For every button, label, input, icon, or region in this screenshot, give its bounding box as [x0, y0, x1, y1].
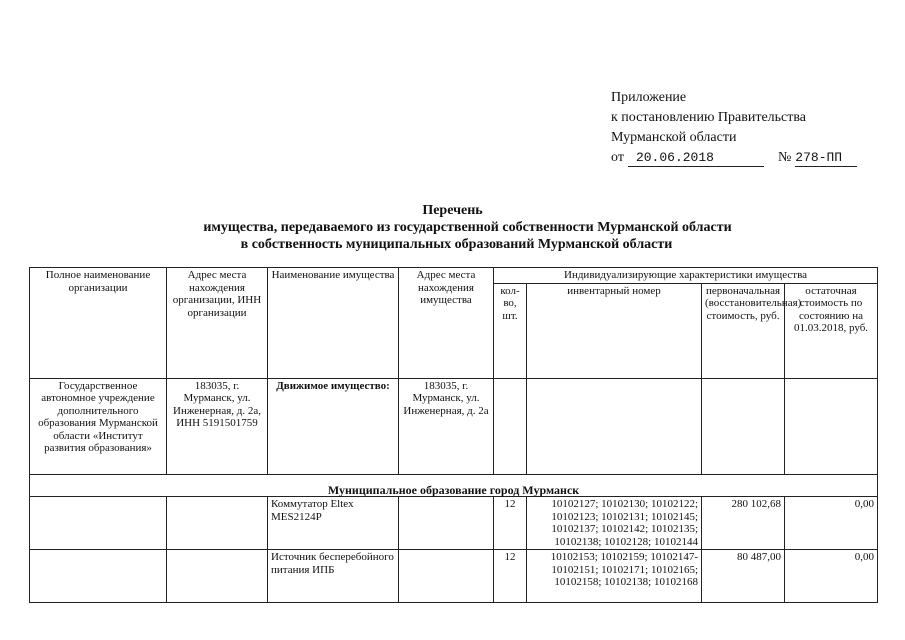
header-org-name: Полное наименование организации: [30, 268, 167, 379]
org-row: [30, 378, 878, 474]
row-org-cell: [30, 550, 167, 603]
row-address-cell: [167, 550, 268, 603]
row-item-inventory: 10102153; 10102159; 10102147-10102151; 10102171; 10102165; 10102158; 10102138; 10102168: [527, 550, 702, 603]
property-table: [29, 267, 878, 603]
table-row: [30, 550, 878, 603]
org-residual-cost-cell: [785, 378, 878, 474]
appendix-title: Приложение: [611, 90, 687, 105]
row-item-residual-cost: 0,00: [785, 497, 878, 550]
header-residual-cost: остаточная стоимость по состоянию на 01.03.2018, руб.: [785, 283, 878, 378]
org-address-cell: 183035, г. Мурманск, ул. Инженерная, д. 2а, ИНН 5191501759: [167, 378, 268, 474]
header-org-address: Адрес места нахождения организации, ИНН организации: [167, 268, 268, 379]
org-qty-cell: [494, 378, 527, 474]
row-item-name: Коммутатор Eltex MES2124P: [268, 497, 399, 550]
row-item-initial-cost: 80 487,00: [702, 550, 785, 603]
row-item-qty: 12: [494, 497, 527, 550]
org-name-cell: Государственное автономное учреждение дополнительного образования Мурманской области «Институт развития образования»: [30, 378, 167, 474]
title-line-2: имущества, передаваемого из государственной собственности Мурманской области: [203, 220, 732, 235]
header-qty: кол-во, шт.: [494, 283, 527, 378]
title-line-1: Перечень: [422, 203, 483, 218]
date-prefix: от: [611, 150, 624, 165]
header-initial-cost: первоначальная (восстановительная) стоимость, руб.: [702, 283, 785, 378]
row-item-initial-cost: 280 102,68: [702, 497, 785, 550]
title-line-3: в собственность муниципальных образований Мурманской области: [240, 237, 673, 252]
row-item-address: [399, 497, 494, 550]
row-org-cell: [30, 497, 167, 550]
municipality-name: Муниципальное образование город Мурманск: [30, 474, 878, 497]
appendix-date-row: [611, 148, 857, 168]
table-row: [30, 497, 878, 550]
property-name-cell: Движимое имущество:: [268, 378, 399, 474]
document-title: [0, 202, 905, 253]
number-value: 278-ПП: [795, 150, 857, 167]
header-inventory: инвентарный номер: [527, 283, 702, 378]
header-property-address: Адрес места нахождения имущества: [399, 268, 494, 379]
appendix-block: [611, 88, 857, 168]
row-item-name: Источник бесперебойного питания ИПБ: [268, 550, 399, 603]
header-characteristics-group: Индивидуализирующие характеристики имущества: [494, 268, 878, 284]
row-item-address: [399, 550, 494, 603]
number-label: №: [777, 150, 792, 165]
municipality-row: [30, 474, 878, 497]
header-property-name: Наименование имущества: [268, 268, 399, 379]
appendix-region: Мурманской области: [611, 130, 737, 145]
row-item-qty: 12: [494, 550, 527, 603]
header-row-top: [30, 268, 878, 284]
appendix-resolution: к постановлению Правительства: [611, 110, 807, 125]
row-item-residual-cost: 0,00: [785, 550, 878, 603]
date-value: 20.06.2018: [628, 150, 764, 167]
row-item-inventory: 10102127; 10102130; 10102122; 10102123; 10102131; 10102145; 10102137; 10102142; 10102135; 10102138; 10102128; 10102144: [527, 497, 702, 550]
row-address-cell: [167, 497, 268, 550]
property-address-cell: 183035, г. Мурманск, ул. Инженерная, д. 2а: [399, 378, 494, 474]
org-initial-cost-cell: [702, 378, 785, 474]
org-inventory-cell: [527, 378, 702, 474]
